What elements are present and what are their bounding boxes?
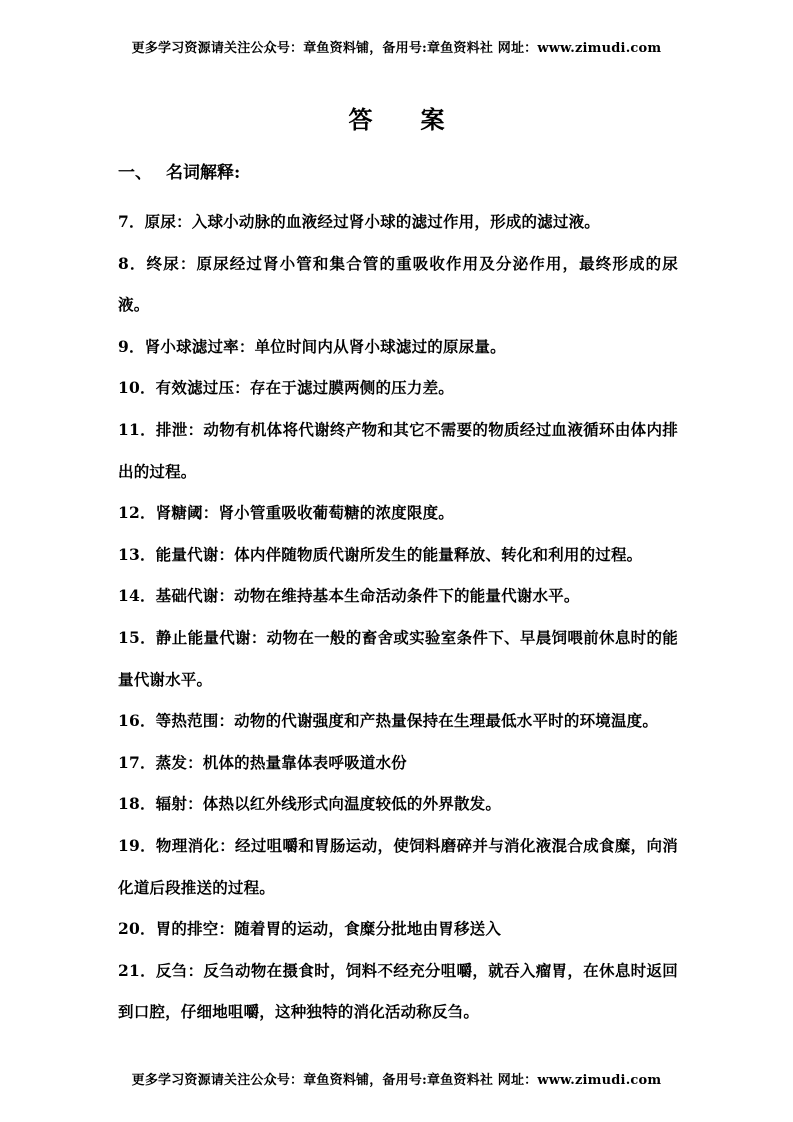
section-label: 名词解释: xyxy=(166,163,241,183)
definition-entry: 16．等热范围：动物的代谢强度和产热量保持在生理最低水平时的环境温度。 xyxy=(118,711,659,731)
section-number: 一、 xyxy=(118,163,152,183)
definition-entry: 10．有效滤过压：存在于滤过膜两侧的压力差。 xyxy=(118,378,454,398)
definition-entry: 21．反刍：反刍动物在摄食时，饲料不经充分咀嚼，就吞入瘤胃，在休息时返回到口腔，仔细地咀嚼，这种独特的消化活动称反刍。 xyxy=(118,960,678,1022)
definition-entry: 20．胃的排空：随着胃的运动，食糜分批地由胃移送入 xyxy=(118,919,502,939)
definition-entry: 15．静止能量代谢：动物在一般的畜舍或实验室条件下、早晨饲喂前休息时的能量代谢水平。 xyxy=(118,627,678,689)
definition-entry: 19．物理消化：经过咀嚼和胃肠运动，使饲料磨碎并与消化液混合成食糜，向消化道后段推送的过程。 xyxy=(118,835,678,897)
definition-entry: 8．终尿：原尿经过肾小管和集合管的重吸收作用及分泌作用，最终形成的尿液。 xyxy=(118,253,678,315)
definition-list xyxy=(118,201,678,1033)
page-header: 更多学习资源请关注公众号：章鱼资料铺，备用号:章鱼资料社 网址：www.zimudi.com xyxy=(131,41,662,56)
definition-entry: 9．肾小球滤过率：单位时间内从肾小球滤过的原尿量。 xyxy=(118,336,506,356)
definition-entry: 17．蒸发：机体的热量靠体表呼吸道水份 xyxy=(118,752,407,772)
definition-entry: 11．排泄：动物有机体将代谢终产物和其它不需要的物质经过血液循环由体内排出的过程。 xyxy=(118,419,678,481)
definition-entry: 14．基础代谢：动物在维持基本生命活动条件下的能量代谢水平。 xyxy=(118,586,580,606)
page-footer: 更多学习资源请关注公众号：章鱼资料铺，备用号:章鱼资料社 网址：www.zimudi.com xyxy=(131,1073,662,1088)
document-title: 答案 xyxy=(348,105,493,134)
definition-entry: 12．肾糖阈：肾小管重吸收葡萄糖的浓度限度。 xyxy=(118,503,454,523)
definition-entry: 13．能量代谢：体内伴随物质代谢所发生的能量释放、转化和利用的过程。 xyxy=(118,544,643,564)
definition-entry: 18．辐射：体热以红外线形式向温度较低的外界散发。 xyxy=(118,794,502,814)
section-heading xyxy=(118,158,240,183)
definition-entry: 7．原尿：入球小动脉的血液经过肾小球的滤过作用，形成的滤过液。 xyxy=(118,212,600,231)
